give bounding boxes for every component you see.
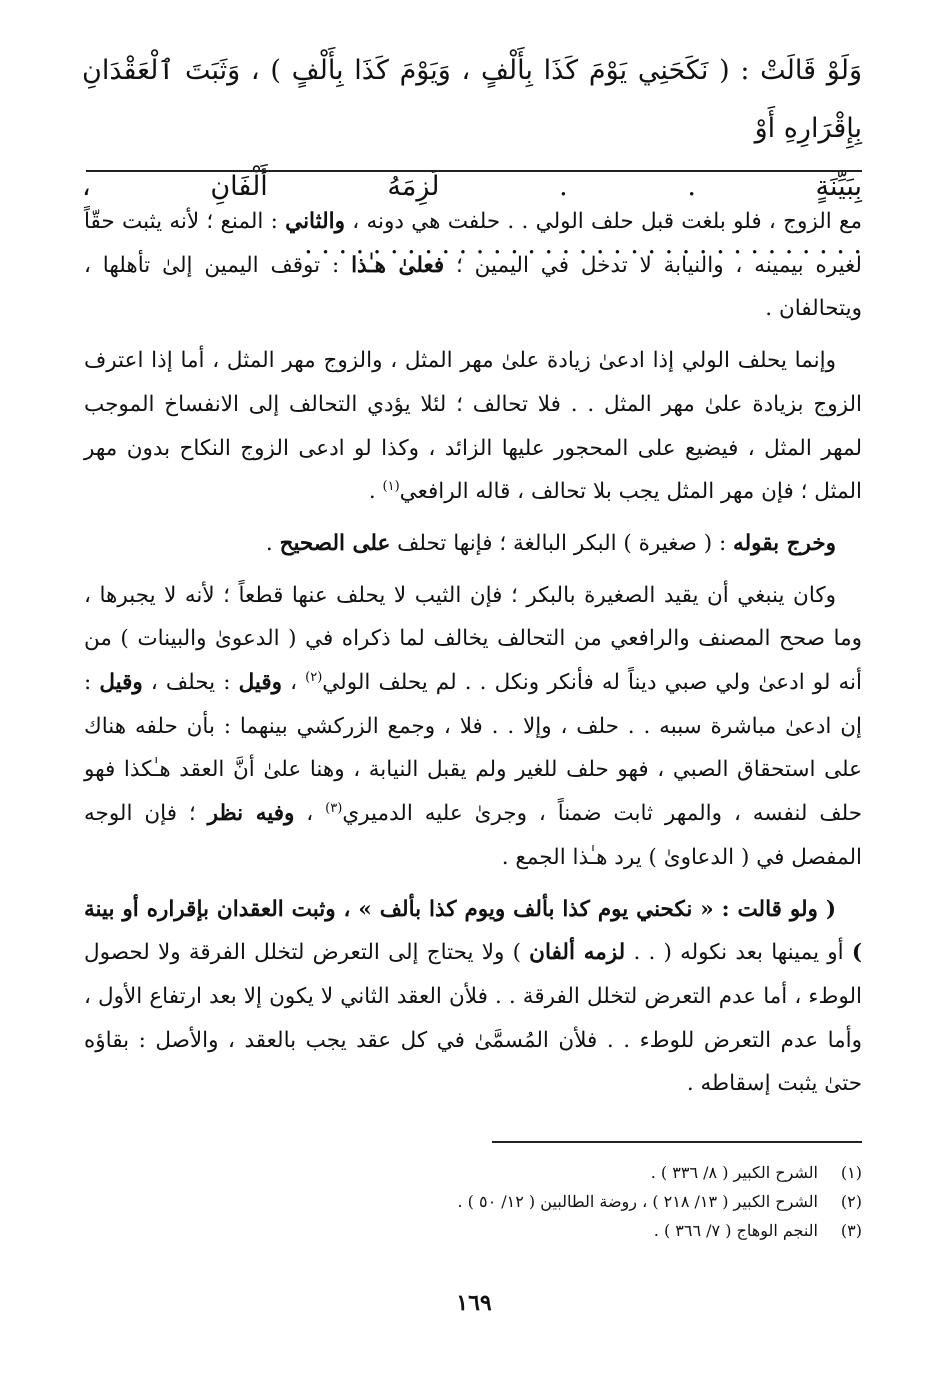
footnote-ref: (٣) <box>325 800 343 816</box>
commentary-paragraph-4 <box>84 574 862 880</box>
text-run: : ( صغيرة ) البكر البالغة ؛ فإنها تحلف <box>390 530 734 556</box>
bold-term: على الصحيح <box>279 530 391 556</box>
commentary-text <box>84 200 862 1114</box>
footnote-ref: (٢) <box>305 669 323 685</box>
footnote-number: (٢) <box>840 1192 862 1211</box>
footnote-text: الشرح الكبير ( ٨/ ٣٣٦ ) . <box>650 1163 818 1182</box>
main-text-divider <box>86 170 862 172</box>
footnote-number: (١) <box>840 1163 862 1182</box>
footnote-text: النجم الوهاج ( ٧/ ٣٦٦ ) . <box>653 1221 818 1240</box>
text-run: أو يمينها بعد نكوله ( . . <box>625 940 852 966</box>
bold-term: وقيل <box>99 670 143 696</box>
page-number: ١٦٩ <box>456 1290 492 1316</box>
footnotes <box>84 1158 862 1245</box>
commentary-paragraph-1 <box>84 200 862 331</box>
footnote-number: (٣) <box>840 1221 862 1240</box>
commentary-paragraph-5 <box>84 888 862 1107</box>
text-run: ، <box>282 670 306 696</box>
text-run: . <box>368 479 383 505</box>
text-run: : يحلف ، <box>142 670 239 696</box>
footnote-item <box>84 1216 862 1245</box>
bold-term: والثاني <box>285 209 346 234</box>
text-run: مع الزوج ، فلو بلغت قبل حلف الولي . . حلفت هي دونه ، <box>345 209 862 234</box>
bold-quote: ( ولو قالت : « نكحني يوم كذا بألف ويوم كذا بألف » ، وثبت العقدان بإقراره أو بينة ) <box>84 896 862 966</box>
footnote-text: الشرح الكبير ( ١٣/ ٢١٨ ) ، روضة الطالبين ( ١٢/ ٥٠ ) . <box>457 1192 818 1211</box>
footnote-item <box>84 1158 862 1187</box>
footnote-ref: (١) <box>382 479 400 495</box>
text-run: ) ولا يحتاج إلى التعرض لتخلل الفرقة ولا لحصول الوطء ، أما عدم التعرض لتخلل الفرقة . . فلأن العقد الثاني لا يكون إلا بعد ارتفاع الأول ، وأما عدم التعرض للوطء . . فلأن المُسمَّىٰ في كل عقد يجب بالعقد ، والأصل : بقاؤه حتىٰ يثبت إسقاطه . <box>84 940 862 1097</box>
text-run: ، <box>294 801 326 827</box>
text-run: : توقف اليمين إلىٰ تأهلها ، ويتحالفان . <box>84 252 862 322</box>
bold-term: وقيل <box>238 670 282 696</box>
text-run: ؛ فإن الوجه المفصل في ( الدعاوىٰ ) يرد هـٰذا الجمع . <box>84 801 862 870</box>
main-text-line-1: وَلَوْ قَالَتْ : ( نَكَحَنِي يَوْمَ كَذَا بِأَلْفٍ ، وَيَوْمَ كَذَا بِأَلْفٍ ) ، وَثَبَتَ ٱلْعَقْدَانِ بِإِقْرَارِهِ أَوْ <box>82 55 862 144</box>
ellipsis-dots: . . . . . . . . . . . . . . . . . . . . . . . . . . . . . . . . . <box>304 229 862 260</box>
text-run: . <box>265 530 280 556</box>
commentary-paragraph-3 <box>84 522 862 566</box>
bold-term: فعلىٰ هـٰذا <box>351 252 445 278</box>
footnote-item <box>84 1187 862 1216</box>
text-run: : إن ادعىٰ مباشرة سببه . . حلف ، وإلا . . فلا ، وجمع الزركشي بينهما : بأن حلفه هناك على استحقاق الصبي ، فهو حلف للغير ولم يقبل النيابة ، وهنا علىٰ أنَّ العقد هـٰكذا فهو حلف لنفسه ، والمهر ثابت ضمناً ، وجرىٰ عليه الدميري <box>84 670 863 827</box>
text-run: وكان ينبغي أن يقيد الصغيرة بالبكر ؛ فإن الثيب لا يحلف عنها قطعاً ؛ لأنه لا يجبرها ، وما صحح المصنف والرافعي من التحالف يخالف لما ذكراه في ( الدعوىٰ والبينات ) من أنه لو ادعىٰ ولي صبي ديناً له فأنكر ونكل . . لم يحلف الولي <box>84 582 862 696</box>
footnote-divider <box>492 1141 862 1143</box>
bold-quote: لزمه ألفان <box>529 940 626 966</box>
text-run: وإنما يحلف الولي إذا ادعىٰ زيادة علىٰ مهر المثل ، والزوج مهر المثل ، أما إذا اعترف الزوج بزيادة علىٰ مهر المثل . . فلا تحالف ؛ لئلا يؤدي التحالف إلى الانفساخ الموجب لمهر المثل ، فيضيع على المحجور عليها الزائد ، وكذا لو ادعى الزوج النكاح بدون مهر المثل ؛ فإن مهر المثل يجب بلا تحالف ، قاله الرافعي <box>84 348 862 505</box>
text-run: : المنع ؛ لأنه يثبت حقّاً لغيره بيمينه ، والنيابة لا تدخل في اليمين ؛ <box>84 209 862 278</box>
bold-term: وخرج بقوله <box>733 530 836 556</box>
commentary-paragraph-2 <box>84 339 862 514</box>
main-text-line-2-text: بِبَيِّنَةٍ . . لَزِمَهُ أَلْفَانِ ، <box>82 171 862 202</box>
bold-term: وفيه نظر <box>207 801 295 827</box>
